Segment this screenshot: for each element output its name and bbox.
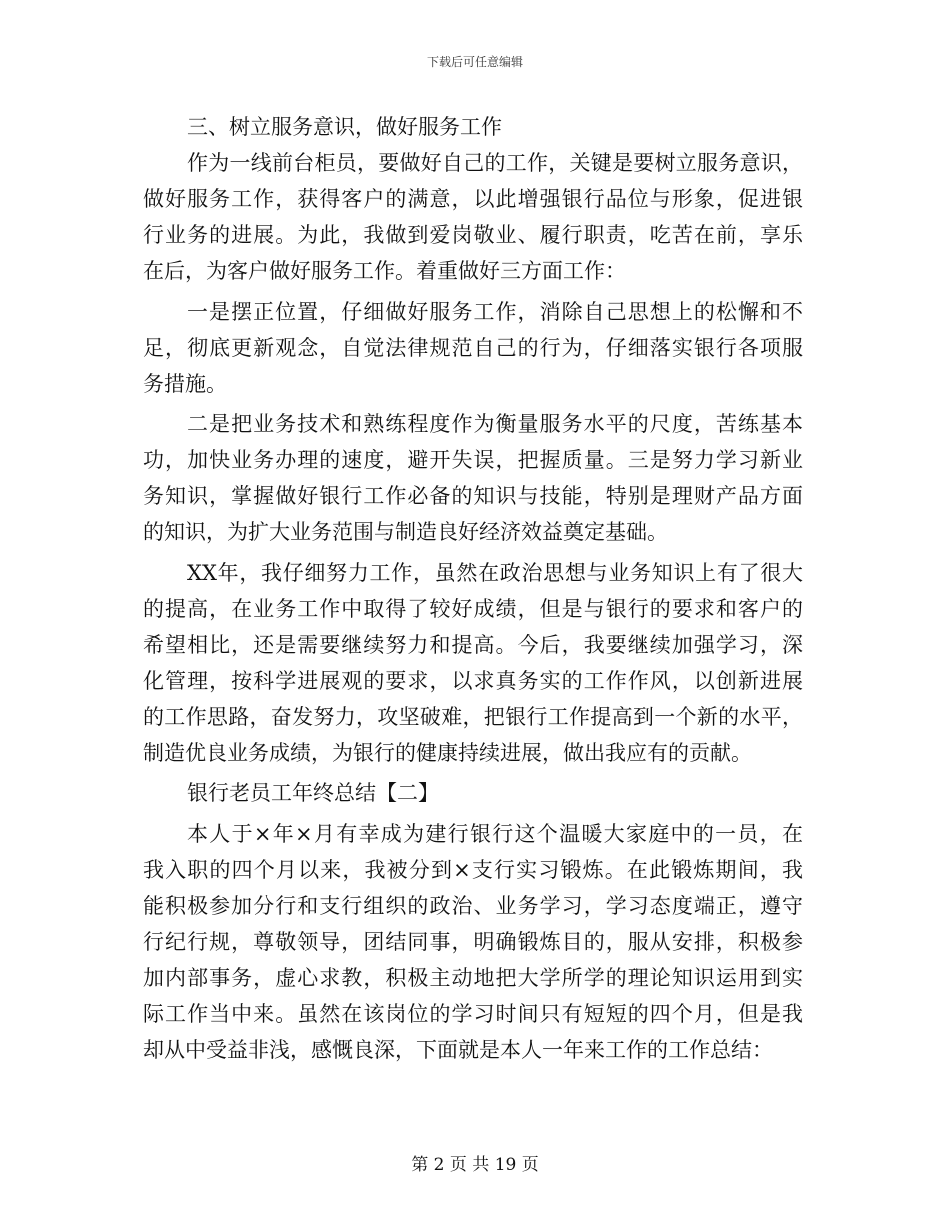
- paragraph: [143, 109, 803, 145]
- text-line: 一是摆正位置，仔细做好服务工作，消除自己思想上的松懈和不: [187, 299, 803, 324]
- text-line: 作为一线前台柜员，要做好自己的工作，关键是要树立服务意识，: [187, 151, 803, 175]
- text-line: 却从中受益非浅，感慨良深，下面就是本人一年来工作的工作总结：: [143, 1037, 773, 1062]
- text-line: 三、树立服务意识，做好服务工作: [187, 115, 502, 139]
- paragraph: [143, 816, 803, 1068]
- text-line: 能积极参加分行和支行组织的政治、业务学习，学习态度端正，遵守: [143, 893, 803, 918]
- text-line: 的提高，在业务工作中取得了较好成绩，但是与银行的要求和客户的: [143, 596, 803, 621]
- text-line: 的知识，为扩大业务范围与制造良好经济效益奠定基础。: [143, 520, 668, 544]
- text-line: XX年，我仔细努力工作，虽然在政治思想与业务知识上有了很大: [187, 560, 803, 585]
- text-line: 做好服务工作，获得客户的满意，以此增强银行品位与形象，促进银: [143, 187, 803, 211]
- document-body: [143, 109, 803, 1068]
- text-line: 在后，为客户做好服务工作。着重做好三方面工作：: [143, 259, 626, 283]
- text-line: 足，彻底更新观念，自觉法律规范自己的行为，仔细落实银行各项服: [143, 335, 803, 360]
- text-line: 化管理，按科学进展观的要求，以求真务实的工作作风，以创新进展: [143, 668, 803, 693]
- text-line: 功，加快业务办理的速度，避开失误，把握质量。三是努力学习新业: [143, 448, 803, 472]
- text-line: 本人于×年×月有幸成为建行银行这个温暖大家庭中的一员，在: [187, 821, 803, 846]
- page-number-footer: 第 2 页 共 19 页: [411, 1155, 539, 1175]
- paragraph: [143, 775, 803, 811]
- text-line: 行纪行规，尊敬领导，团结同事，明确锻炼目的，服从安排，积极参: [143, 929, 803, 954]
- text-line: 际工作当中来。虽然在该岗位的学习时间只有短短的四个月，但是我: [143, 1001, 803, 1026]
- page-header-note: 下载后可任意编辑: [426, 55, 523, 69]
- text-line: 行业务的进展。为此，我做到爱岗敬业、履行职责，吃苦在前，享乐: [143, 223, 803, 247]
- text-line: 务措施。: [143, 371, 227, 396]
- paragraph: [143, 145, 803, 289]
- text-line: 我入职的四个月以来，我被分到×支行实习锻炼。在此锻炼期间，我: [143, 857, 803, 882]
- text-line: 务知识，掌握做好银行工作必备的知识与技能，特别是理财产品方面: [143, 484, 803, 508]
- text-line: 制造优良业务成绩，为银行的健康持续进展，做出我应有的贡献。: [143, 740, 752, 765]
- text-line: 的工作思路，奋发努力，攻坚破难，把银行工作提高到一个新的水平，: [143, 704, 803, 729]
- paragraph: [143, 294, 803, 402]
- text-line: 二是把业务技术和熟练程度作为衡量服务水平的尺度，苦练基本: [187, 412, 803, 436]
- text-line: 银行老员工年终总结【二】: [187, 781, 439, 805]
- text-line: 希望相比，还是需要继续努力和提高。今后，我要继续加强学习，深: [143, 632, 803, 657]
- paragraph: [143, 406, 803, 550]
- paragraph: [143, 555, 803, 771]
- text-line: 加内部事务，虚心求教，积极主动地把大学所学的理论知识运用到实: [143, 965, 803, 990]
